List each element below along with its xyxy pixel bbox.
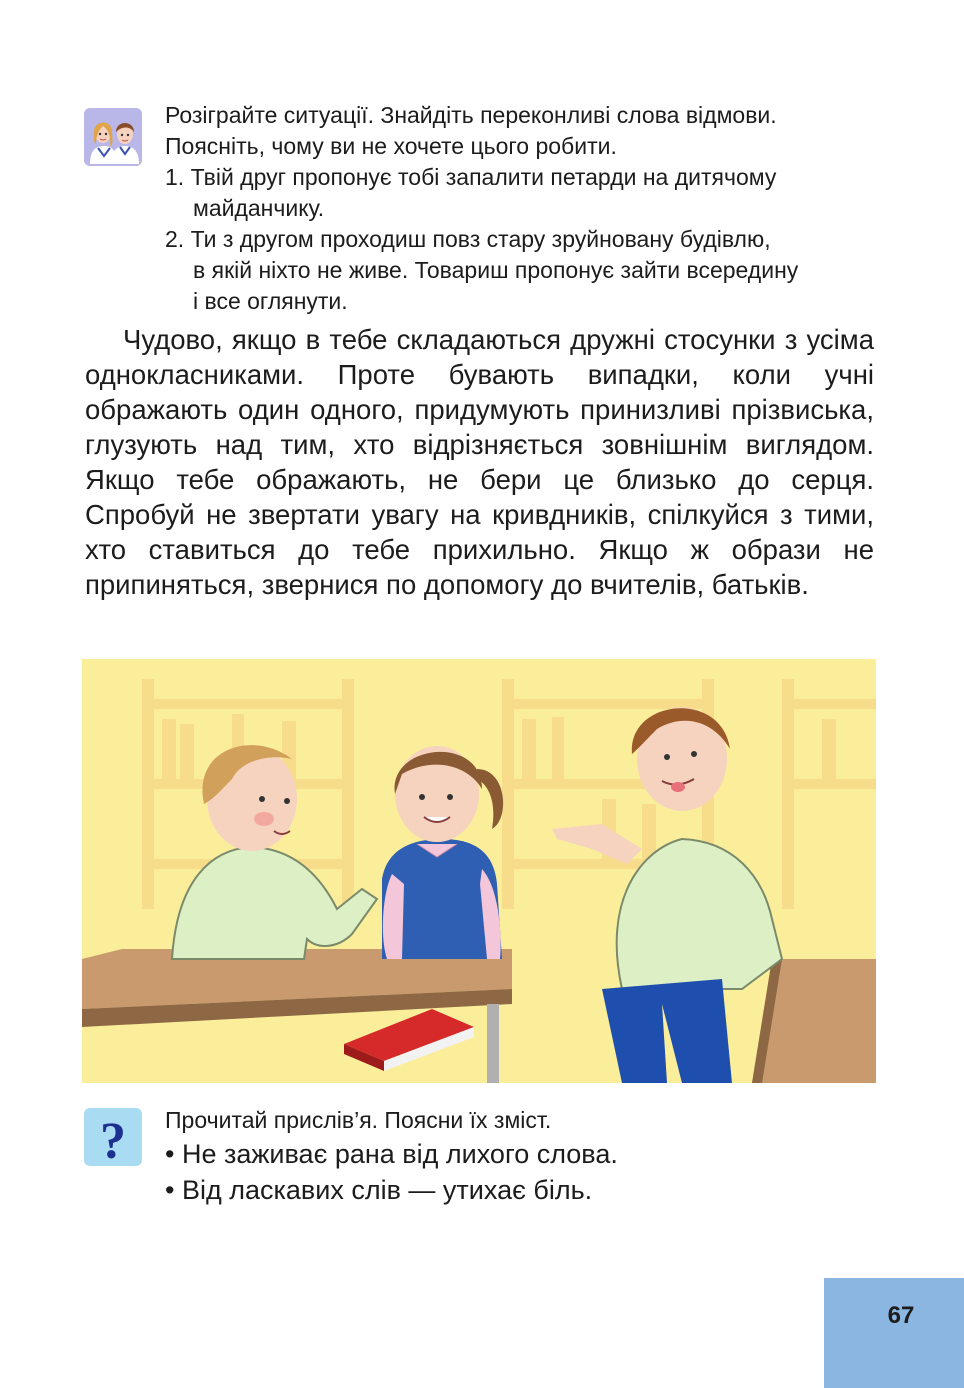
proverbs-block [165, 1105, 865, 1208]
question-icon [84, 1108, 142, 1166]
task-intro-line-2: Поясніть, чому ви не хочете цього робити. [165, 133, 617, 159]
main-paragraph [85, 322, 874, 602]
proverbs-intro: Прочитай прислів’я. Поясни їх зміст. [165, 1107, 552, 1133]
paragraph-text: Чудово, якщо в тебе складаються дружні стосунки з усіма однокласниками. Проте бувають випадки, коли учні ображають один одного, придумують принизливі прізвиська, глузують над тим, хто відрізняється зовнішнім виглядом. Якщо тебе ображають, не бери це близько до серця. Спробуй не звертати увагу на кривдників, спілкуйся з тими, хто ставиться до тебе прихильно. Якщо ж образи не припиняться, звернися по допомогу до вчителів, батьків. [85, 324, 874, 600]
task-item-2-line-1: 2. Ти з другом проходиш повз стару зруйновану будівлю, [165, 226, 771, 252]
task-item-1-line-2: майданчику. [193, 195, 325, 221]
pair-work-icon [84, 108, 142, 166]
task-item-2-line-3: і все оглянути. [193, 288, 348, 314]
page-number: 67 [887, 1302, 915, 1329]
page-number-box [824, 1278, 964, 1388]
task-item-2-line-2: в якій ніхто не живе. Товариш пропонує зайти всередину [193, 257, 799, 283]
classroom-illustration [82, 659, 876, 1083]
question-mark-glyph: ? [100, 1113, 126, 1166]
proverb-item: • Не заживає рана від лихого слова. [165, 1139, 618, 1169]
task-intro-line-1: Розіграйте ситуації. Знайдіть переконливі слова відмови. [165, 102, 777, 128]
proverb-item: • Від ласкавих слів — утихає біль. [165, 1175, 593, 1205]
task-item-1-line-1: 1. Твій друг пропонує тобі запалити петарди на дитячому [165, 164, 777, 190]
role-play-task [165, 100, 875, 317]
